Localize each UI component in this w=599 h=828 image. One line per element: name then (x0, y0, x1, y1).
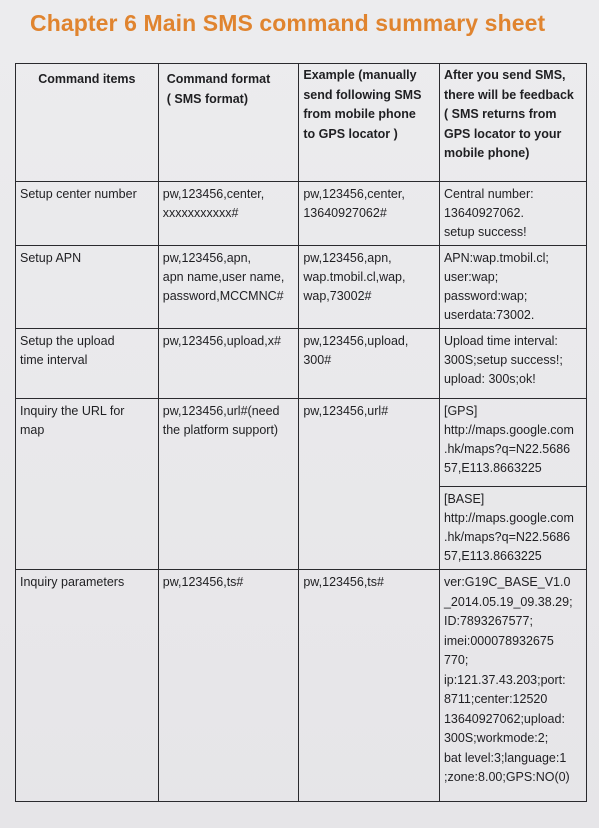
cell-line: 300# (303, 353, 332, 367)
cell-line: Central number: (443, 187, 534, 201)
cell-line: to GPS locator ) (303, 126, 398, 141)
row-example (299, 329, 440, 399)
cell-line: upload: 300s;ok! (443, 372, 536, 386)
cell-line: wap,73002# (303, 289, 372, 303)
cell-line: setup success! (443, 225, 527, 239)
cell-line: Example (manually (303, 68, 417, 82)
cell-line: pw,123456,url#(need (162, 404, 280, 418)
cell-line: 8711;center:12520 (443, 692, 548, 706)
cell-line: ( SMS returns from (443, 107, 557, 121)
cell-line: send following SMS (303, 87, 422, 102)
cell-line: 57,E113.8663225 (443, 461, 542, 475)
row-reply (439, 246, 586, 329)
sms-command-table (15, 63, 587, 802)
cell-line: pw,123456,ts# (303, 575, 384, 589)
row-example (299, 182, 440, 246)
header-command-format (158, 64, 299, 182)
cell-line: map (20, 423, 45, 437)
row-reply (439, 329, 586, 399)
table-row (16, 399, 587, 570)
row-example (299, 399, 440, 570)
cell-line: [GPS] (443, 404, 478, 418)
row-item (16, 329, 159, 399)
page-title: Chapter 6 Main SMS command summary sheet (30, 10, 546, 36)
cell-line: .hk/maps?q=N22.5686 (443, 530, 571, 544)
cell-line: mobile phone) (443, 146, 530, 160)
cell-line: xxxxxxxxxxx# (162, 206, 239, 220)
cell-line: 13640927062. (443, 206, 524, 220)
row-item (16, 399, 159, 570)
cell-line: pw,123456,center, (162, 187, 265, 201)
cell-line: bat level:3;language:1 (443, 750, 567, 765)
row-example (299, 246, 440, 329)
header-example (299, 64, 440, 182)
cell-line: APN:wap.tmobil.cl; (443, 251, 549, 265)
cell-line: user:wap; (443, 270, 499, 284)
row-format (158, 329, 299, 399)
header-command-items (16, 64, 159, 182)
cell-line: 13640927062# (303, 206, 387, 220)
table-row (16, 182, 587, 246)
row-format (158, 570, 299, 802)
cell-line: 770; (443, 653, 469, 667)
row-example (299, 570, 440, 802)
cell-line: Upload time interval: (443, 334, 558, 348)
cell-line: Setup center number (20, 187, 137, 201)
cell-line: apn name,user name, (162, 270, 285, 284)
cell-line: _2014.05.19_09.38.29; (443, 594, 573, 609)
row-format (158, 246, 299, 329)
row-reply (439, 570, 586, 802)
cell-line: ID:7893267577; (443, 614, 533, 628)
table-row (16, 329, 587, 399)
cell-line: ( SMS format) (166, 91, 248, 106)
row-format (158, 399, 299, 570)
row-reply (439, 182, 586, 246)
cell-line: there will be feedback (443, 87, 574, 102)
cell-line: After you send SMS, (443, 68, 566, 82)
cell-line: Inquiry the URL for (20, 404, 125, 418)
cell-line: from mobile phone (303, 107, 416, 121)
cell-line: Command format (166, 72, 271, 86)
row-reply (439, 399, 586, 570)
cell-line: .hk/maps?q=N22.5686 (443, 442, 571, 456)
row-format (158, 182, 299, 246)
cell-line: 57,E113.8663225 (443, 549, 542, 563)
header-command-items-text: Command items (38, 72, 136, 86)
cell-line: Inquiry parameters (20, 575, 125, 589)
cell-line: pw,123456,url# (303, 404, 389, 418)
cell-line: ver:G19C_BASE_V1.0 (443, 575, 571, 589)
cell-line: pw,123456,center, (303, 187, 405, 201)
cell-line: pw,123456,apn, (303, 251, 392, 265)
cell-line: 300S;setup success!; (443, 353, 563, 367)
table-row (16, 246, 587, 329)
cell-line: wap.tmobil.cl,wap, (303, 270, 406, 284)
cell-line: time interval (20, 353, 88, 367)
cell-line: Setup the upload (20, 334, 115, 348)
row-item (16, 570, 159, 802)
row-item (16, 182, 159, 246)
table-row (16, 570, 587, 802)
table-header-row (16, 64, 587, 182)
row-item (16, 246, 159, 329)
cell-line: pw,123456,ts# (162, 575, 244, 589)
cell-line: password:wap; (443, 289, 528, 303)
cell-line: http://maps.google.com (443, 423, 574, 437)
cell-line: pw,123456,upload, (303, 334, 409, 348)
cell-line: ;zone:8.00;GPS:NO(0) (443, 770, 570, 784)
header-reply (439, 64, 586, 182)
cell-line: http://maps.google.com (443, 511, 574, 525)
cell-line: 13640927062;upload: (443, 711, 565, 726)
cell-line: pw,123456,upload,x# (162, 334, 281, 348)
cell-line: imei:000078932675 (443, 633, 554, 648)
cell-line: pw,123456,apn, (162, 251, 252, 265)
cell-line: [BASE] (443, 492, 485, 506)
cell-line: userdata:73002. (443, 308, 535, 322)
cell-line: Setup APN (20, 251, 82, 265)
cell-line: 300S;workmode:2; (443, 731, 549, 745)
cell-line: ip:121.37.43.203;port: (443, 672, 566, 687)
cell-line: password,MCCMNC# (162, 289, 284, 303)
cell-line: the platform support) (162, 423, 279, 437)
cell-line: GPS locator to your (443, 126, 562, 141)
